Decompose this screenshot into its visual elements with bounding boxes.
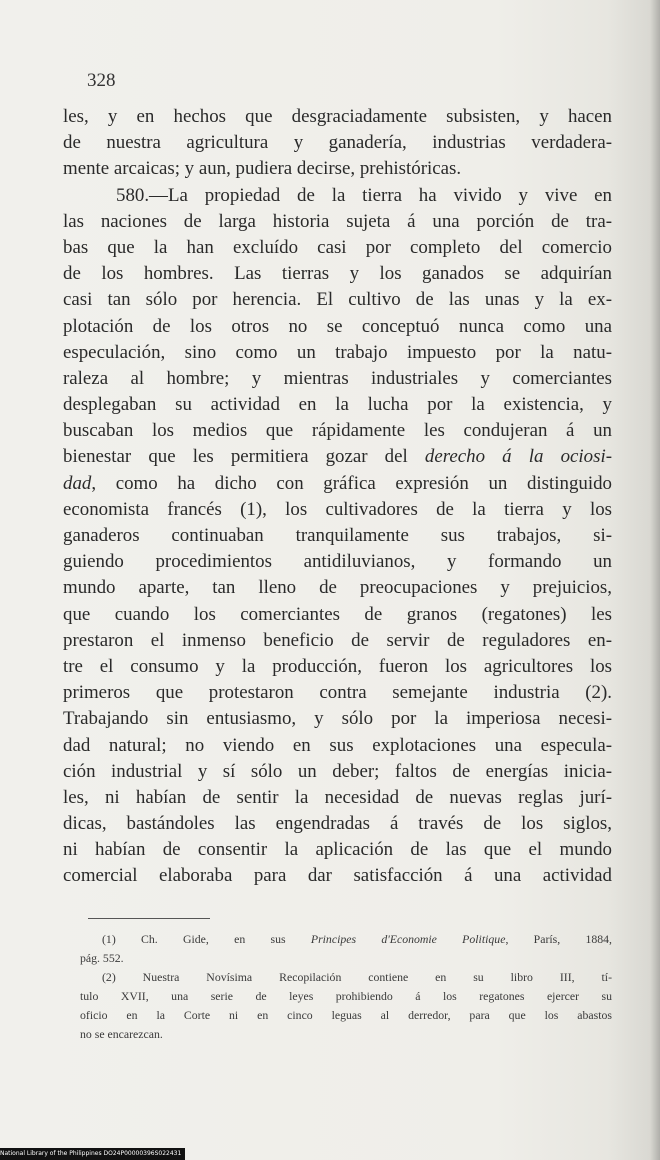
text-line: dad natural; no viendo en sus explotaciones una especula- [63, 734, 612, 756]
text-span: bienestar que les permitiera gozar del [63, 446, 425, 468]
paragraph-580-start: 580.—La propiedad de la tierra ha vivido y vive en [116, 184, 612, 206]
text-line: mente arcaicas; y aun, pudiera decirse, prehistóricas. [63, 158, 462, 180]
text-line: primeros que protestaron contra semejante industria (2). [63, 682, 612, 704]
text-line: comercial elaboraba para dar satisfacción á una actividad [63, 865, 612, 887]
footnotes [80, 930, 612, 1044]
footnote-divider [88, 918, 210, 919]
text-line: tre el consumo y la producción, fueron los agricultores los [63, 655, 612, 677]
text-line: mundo aparte, tan lleno de preocupaciones y prejuicios, [63, 577, 612, 599]
page-edge-shadow [650, 0, 660, 1160]
text-line: dicas, bastándoles las engendradas á través de los siglos, [63, 813, 612, 835]
text-line: casi tan sólo por herencia. El cultivo de las unas y la ex- [63, 289, 612, 311]
text-line: ni habían de consentir la aplicación de las que el mundo [63, 839, 612, 861]
body-text [63, 104, 612, 890]
text-line: las naciones de larga historia sujeta á una porción de tra- [63, 210, 612, 232]
text-line-with-italic [63, 471, 612, 497]
footnote-1 [80, 930, 612, 949]
footnote-2-line: tulo XVII, una serie de leyes prohibiendo á los regatones ejercer su [80, 989, 612, 1003]
text-line: economista francés (1), los cultivadores de la tierra y los [63, 498, 612, 520]
text-line: raleza al hombre; y mientras industriales y comerciantes [63, 367, 612, 389]
footnote-2: (2) Nuestra Novísima Recopilación contiene en su libro III, tí- [102, 970, 612, 984]
text-line: de los hombres. Las tierras y los ganados se adquirían [63, 263, 612, 285]
text-line: les, ni habían de sentir la necesidad de nuevas reglas jurí- [63, 786, 612, 808]
italic-phrase: dad [63, 472, 92, 494]
footnote-text: , París, 1884, [505, 932, 612, 946]
text-span: , como ha dicho con gráfica expresión un distinguido [91, 472, 612, 494]
text-line: plotación de los otros no se conceptuó nunca como una [63, 315, 612, 337]
text-line: de nuestra agricultura y ganadería, industrias verdadera- [63, 132, 612, 154]
text-line: ción industrial y sí sólo un deber; faltos de energías inicia- [63, 760, 612, 782]
text-line-with-italic [63, 444, 612, 470]
text-line: Trabajando sin entusiasmo, y sólo por la imperiosa necesi- [63, 708, 612, 730]
text-line: que cuando los comerciantes de granos (regatones) les [63, 603, 612, 625]
text-line: prestaron el inmenso beneficio de servir de reguladores en- [63, 629, 612, 651]
text-line: buscaban los medios que rápidamente les condujeran á un [63, 420, 612, 442]
footnote-1-continued: pág. 552. [80, 951, 124, 965]
page-number: 328 [87, 70, 116, 91]
text-line: especulación, sino como un trabajo impuesto por la natu- [63, 341, 612, 363]
text-line: bas que la han excluído casi por completo del comercio [63, 236, 612, 258]
footnote-text: (1) Ch. Gide, en sus [102, 932, 311, 946]
text-line: les, y en hechos que desgraciadamente subsisten, y hacen [63, 106, 612, 127]
footnote-2-line: oficio en la Corte ni en cinco leguas al derredor, para que los abastos [80, 1008, 612, 1022]
text-line: desplegaban su actividad en la lucha por la existencia, y [63, 394, 612, 416]
text-line: guiendo procedimientos antidiluvianos, y formando un [63, 551, 612, 573]
text-line: ganaderos continuaban tranquilamente sus trabajos, si- [63, 525, 612, 546]
archive-watermark-label: National Library of the Philippines DO24P00000396S022431 [0, 1148, 185, 1160]
footnote-book-title: Principes d'Economie Politique [310, 932, 506, 946]
footnote-2-line: no se encarezcan. [80, 1027, 163, 1041]
italic-phrase: derecho á la ociosi- [424, 446, 612, 468]
